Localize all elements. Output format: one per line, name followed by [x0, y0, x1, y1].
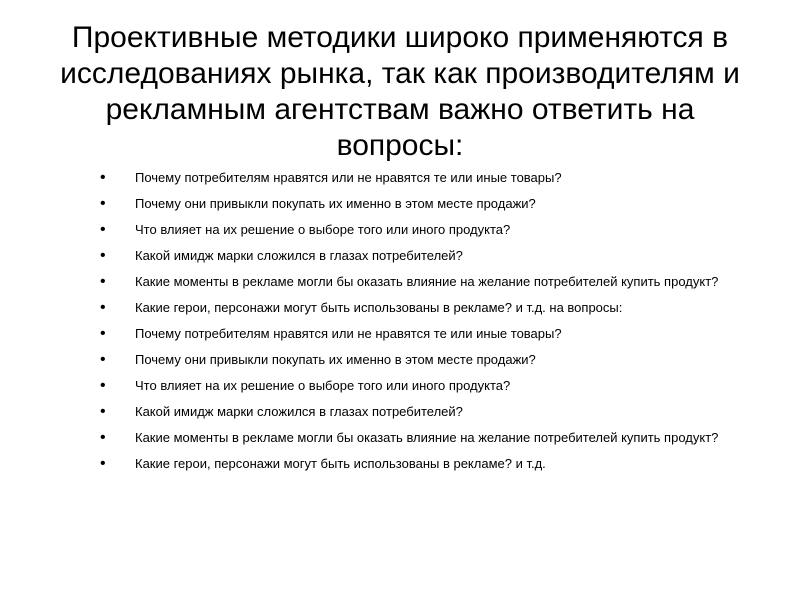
bullet-icon: • — [100, 221, 106, 238]
bullet-icon: • — [100, 455, 106, 472]
list-item — [100, 222, 720, 238]
list-item — [100, 352, 720, 368]
list-item — [100, 274, 720, 290]
bullet-text: Какой имидж марки сложился в глазах потребителей? — [135, 404, 463, 419]
bullet-icon: • — [100, 247, 106, 264]
bullet-text: Какие герои, персонажи могут быть использованы в рекламе? и т.д. — [135, 456, 546, 471]
bullet-text: Почему они привыкли покупать их именно в этом месте продажи? — [135, 196, 536, 211]
bullet-icon: • — [100, 351, 106, 368]
bullet-text: Что влияет на их решение о выборе того или иного продукта? — [135, 378, 511, 393]
bullet-text: Какой имидж марки сложился в глазах потребителей? — [135, 248, 463, 263]
bullet-text: Какие моменты в рекламе могли бы оказать влияние на желание потребителей купить продукт? — [135, 430, 719, 445]
list-item — [100, 300, 720, 316]
list-item — [100, 430, 720, 446]
bullet-text: Почему они привыкли покупать их именно в этом месте продажи? — [135, 352, 536, 367]
bullet-icon: • — [100, 273, 106, 290]
bullet-text: Какие моменты в рекламе могли бы оказать влияние на желание потребителей купить продукт? — [135, 274, 719, 289]
bullet-text: Почему потребителям нравятся или не нравятся те или иные товары? — [135, 326, 562, 341]
list-item — [100, 404, 720, 420]
bullet-icon: • — [100, 377, 106, 394]
bullet-text: Какие герои, персонажи могут быть использованы в рекламе? и т.д. на вопросы: — [135, 300, 623, 315]
bullet-icon: • — [100, 325, 106, 342]
bullet-icon: • — [100, 403, 106, 420]
list-item — [100, 326, 720, 342]
bullet-icon: • — [100, 195, 106, 212]
list-item — [100, 248, 720, 264]
list-item — [100, 196, 720, 212]
list-item — [100, 170, 720, 186]
bullet-icon: • — [100, 299, 106, 316]
bullet-text: Что влияет на их решение о выборе того или иного продукта? — [135, 222, 511, 237]
bullet-text: Почему потребителям нравятся или не нравятся те или иные товары? — [135, 170, 562, 185]
list-item — [100, 378, 720, 394]
bullet-icon: • — [100, 429, 106, 446]
slide-title: Проективные методики широко применяются в исследованиях рынка, так как производителям и рекламным агентствам важно ответить на вопросы: — [60, 21, 740, 162]
bullet-icon: • — [100, 169, 106, 186]
list-item — [100, 456, 720, 472]
bullet-list — [100, 170, 720, 482]
